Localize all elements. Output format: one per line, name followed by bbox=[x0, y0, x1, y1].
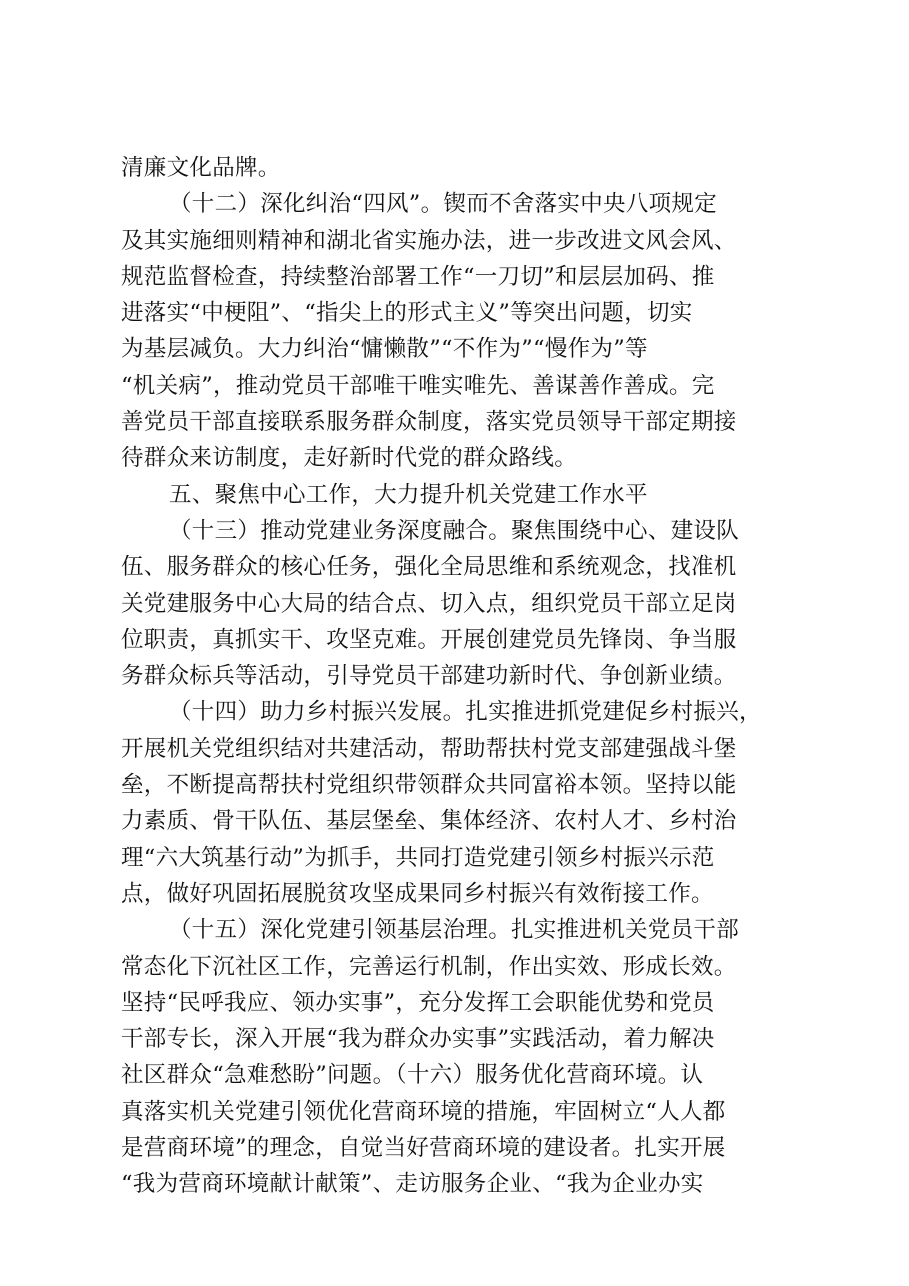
chapter-5-heading: 五、聚焦中心工作，大力提升机关党建工作水平 bbox=[169, 481, 648, 508]
text-line: 力素质、骨干队伍、基层堡垒、集体经济、农村人才、乡村治 bbox=[121, 808, 737, 835]
body-text bbox=[121, 150, 801, 1203]
text-line: 关党建服务中心大局的结合点、切入点，组织党员干部立足岗 bbox=[121, 590, 737, 617]
text-line: 社区群众“急难愁盼”问题。（十六）服务优化营商环境。认 bbox=[121, 1062, 704, 1089]
text-line: 为基层减负。大力纠治“慵懒散”“不作为”“慢作为”等 bbox=[121, 336, 648, 363]
text-line: 待群众来访制度，走好新时代党的群众路线。 bbox=[121, 445, 578, 472]
text-line: 进落实“中梗阻”、“指尖上的形式主义”等突出问题，切实 bbox=[121, 300, 693, 327]
section-14-heading-line: （十四）助力乡村振兴发展。扎实推进抓党建促乡村振兴， bbox=[169, 699, 762, 726]
text-line: 常态化下沉社区工作，完善运行机制，作出实效、形成长效。 bbox=[121, 953, 737, 980]
text-line: 垒，不断提高帮扶村党组织带领群众共同富裕本领。坚持以能 bbox=[121, 772, 737, 799]
text-line: 清廉文化品牌。 bbox=[121, 155, 281, 181]
text-line: 真落实机关党建引领优化营商环境的措施，牢固树立“人人都 bbox=[121, 1098, 726, 1125]
text-line: 及其实施细则精神和湖北省实施办法，进一步改进文风会风、 bbox=[121, 227, 737, 254]
section-13-heading-line: （十三）推动党建业务深度融合。聚焦围绕中心、建设队 bbox=[169, 517, 740, 544]
text-line: 开展机关党组织结对共建活动，帮助帮扶村党支部建强战斗堡 bbox=[121, 735, 737, 762]
text-line: 务群众标兵等活动，引导党员干部建功新时代、争创新业绩。 bbox=[121, 663, 737, 690]
text-line: 干部专长，深入开展“我为群众办实事”实践活动，着力解决 bbox=[121, 1026, 715, 1053]
text-line: 理“六大筑基行动”为抓手，共同打造党建引领乡村振兴示范 bbox=[121, 844, 715, 871]
text-line: 伍、服务群众的核心任务，强化全局思维和系统观念，找准机 bbox=[121, 554, 737, 581]
text-line: 坚持“民呼我应、领办实事”，充分发挥工会职能优势和党员 bbox=[121, 989, 715, 1016]
text-line: 是营商环境”的理念，自觉当好营商环境的建设者。扎实开展 bbox=[121, 1135, 726, 1162]
text-line: 点，做好巩固拓展脱贫攻坚成果同乡村振兴有效衔接工作。 bbox=[121, 880, 714, 907]
text-line: “机关病”，推动党员干部唯干唯实唯先、善谋善作善成。完 bbox=[121, 372, 715, 399]
section-12-heading-line: （十二）深化纠治“四风”。锲而不舍落实中央八项规定 bbox=[169, 191, 718, 218]
text-line: 位职责，真抓实干、攻坚克难。开展创建党员先锋岗、争当服 bbox=[121, 626, 737, 653]
section-15-heading-line: （十五）深化党建引领基层治理。扎实推进机关党员干部 bbox=[169, 917, 740, 944]
text-line: 规范监督检查，持续整治部署工作“一刀切”和层层加码、推 bbox=[121, 263, 715, 290]
text-line: 善党员干部直接联系服务群众制度，落实党员领导干部定期接 bbox=[121, 409, 737, 436]
text-line: “我为营商环境献计献策”、走访服务企业、“我为企业办实 bbox=[121, 1171, 704, 1198]
